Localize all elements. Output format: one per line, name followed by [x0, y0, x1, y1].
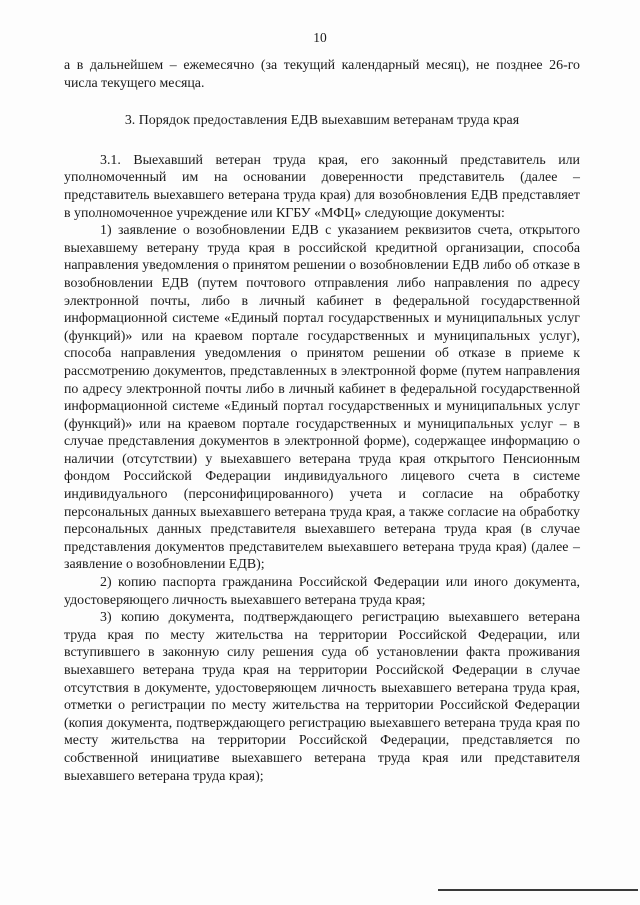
scan-edge-line: [438, 889, 638, 891]
document-body: [64, 57, 580, 785]
continuation-paragraph: а в дальнейшем – ежемесячно (за текущий календарный месяц), не позднее 26-го числа текущего месяца.: [64, 58, 580, 91]
paragraph-3-1: 3.1. Выехавший ветеран труда края, его законный представитель или уполномоченный им на основании доверенности представитель (далее – представитель выехавшего ветерана труда края) для возобновления ЕДВ представляет в уполномоченное учреждение или КГБУ «МФЦ» следующие документы:: [64, 152, 580, 221]
list-item-2: 2) копию паспорта гражданина Российской Федерации или иного документа, удостоверяющего личность выехавшего ветерана труда края;: [64, 575, 580, 608]
section-heading: 3. Порядок предоставления ЕДВ выехавшим ветеранам труда края: [124, 113, 520, 129]
list-item-1: 1) заявление о возобновлении ЕДВ с указанием реквизитов счета, открытого выехавшему ветерану труда края в российской кредитной организации, способа направления уведомления о принятом решении о возобновлении ЕДВ либо об отказе в возобновлении ЕДВ (путем почтового отправления либо направления по адресу электронной почты, либо в личный кабинет в федеральной государственной информационной системе «Единый портал государственных и муниципальных услуг (функций)» или на краевом портале государственных и муниципальных услуг), способа направления уведомления о принятом решении об отказе в приеме к рассмотрению документов, представленных в электронной форме (путем направления по адресу электронной почты либо в личный кабинет в федеральной государственной информационной системе «Единый портал государственных и муниципальных услуг (функций)» или на краевом портале государственных и муниципальных услуг – в случае представления документов в электронной форме), содержащее информацию о наличии (отсутствии) у выехавшего ветерана труда края открытого Пенсионным фондом Российской Федерации индивидуального лицевого счета в системе индивидуального (персонифицированного) учета и согласие на обработку персональных данных выехавшего ветерана труда края, а также согласие на обработку персональных данных представителя выехавшего ветерана труда края (в случае представления документов представителем выехавшего ветерана труда края) (далее – заявление о возобновлении ЕДВ);: [64, 223, 580, 573]
list-item-3: 3) копию документа, подтверждающего регистрацию выехавшего ветерана труда края по месту жительства на территории Российской Федерации, или вступившего в законную силу решения суда об установлении факта проживания выехавшего ветерана труда края на территории Российской Федерации в случае отсутствия в документе, удостоверяющем личность выехавшего ветерана труда края, отметки о регистрации по месту жительства на территории Российской Федерации (копия документа, подтверждающего регистрацию выехавшего ветерана труда края по месту жительства на территории Российской Федерации, представляется по собственной инициативе выехавшего ветерана труда края или представителя выехавшего ветерана труда края);: [64, 610, 580, 784]
page-number: 10: [313, 30, 327, 45]
